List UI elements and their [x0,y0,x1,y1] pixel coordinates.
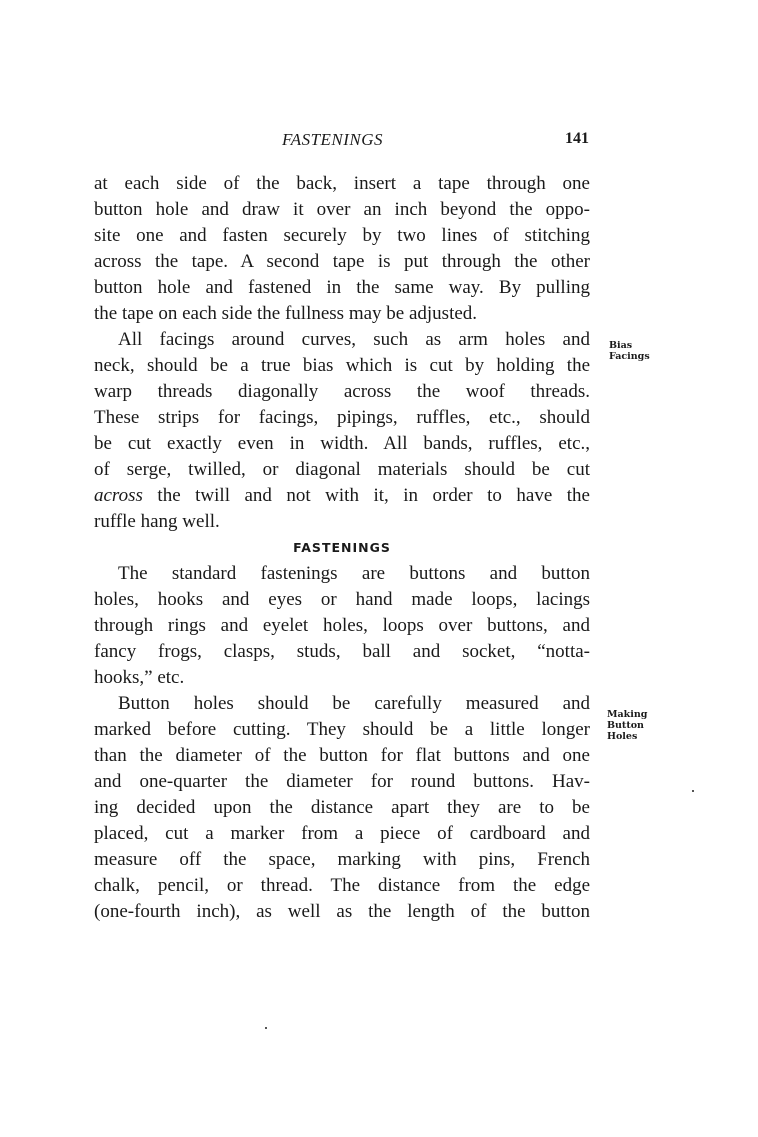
page-number: 141 [565,130,589,147]
text-line: warp threads diagonally across the woof threads. [94,381,590,402]
text-line [94,483,590,509]
side-note-making-button-holes [607,709,647,742]
side-note-line: Button [607,720,644,731]
text-line: Button holes should be carefully measured and [118,693,590,714]
running-title: FASTENINGS [282,130,384,149]
text-line: (one-fourth inch), as well as the length of the button [94,901,590,922]
text-line: the tape on each side the fullness may be adjusted. [94,303,478,324]
body-text [94,171,590,925]
side-note-bias-facings [609,340,650,362]
text-line: The standard fastenings are buttons and button [118,563,590,584]
scan-speck [692,790,694,792]
scan-speck [265,1027,267,1029]
text-line: button hole and fastened in the same way. By pulling [94,277,590,298]
side-note-line: Facings [609,351,650,362]
text-line: be cut exactly even in width. All bands, ruffles, etc., [94,433,590,454]
text-line: fancy frogs, clasps, studs, ball and socket, “notta- [94,641,590,662]
text-line: All facings around curves, such as arm holes and [118,329,590,350]
text-line: neck, should be a true bias which is cut by holding the [94,355,590,376]
text-line: measure off the space, marking with pins, French [94,849,590,870]
side-note-line: Making [607,709,648,720]
text-line: chalk, pencil, or thread. The distance from the edge [94,875,590,896]
side-note-line: Holes [607,731,638,742]
text-line: through rings and eyelet holes, loops over buttons, and [94,615,590,636]
text-line: at each side of the back, insert a tape through one [94,173,590,194]
text-line: hooks,” etc. [94,667,185,688]
text-line: ing decided upon the distance apart they are to be [94,797,590,818]
text-line: placed, cut a marker from a piece of cardboard and [94,823,590,844]
text-line: of serge, twilled, or diagonal materials should be cut [94,459,590,480]
text-line: site one and fasten securely by two lines of stitching [94,225,590,246]
text-line: ruffle hang well. [94,511,220,532]
text-line: across the tape. A second tape is put through the other [94,251,590,272]
text-line: and one-quarter the diameter for round buttons. Hav- [94,771,590,792]
text-line: marked before cutting. They should be a little longer [94,719,590,740]
text-line: button hole and draw it over an inch beyond the oppo- [94,199,590,220]
section-heading: FASTENINGS [293,540,391,555]
text-line: than the diameter of the button for flat buttons and one [94,745,590,766]
text-line: These strips for facings, pipings, ruffles, etc., should [94,407,590,428]
text-line: holes, hooks and eyes or hand made loops, lacings [94,589,590,610]
side-note-line: Bias [609,340,633,351]
text-segment: the twill and not with it, in order to have the [142,485,590,506]
italic-word: across [94,485,143,506]
